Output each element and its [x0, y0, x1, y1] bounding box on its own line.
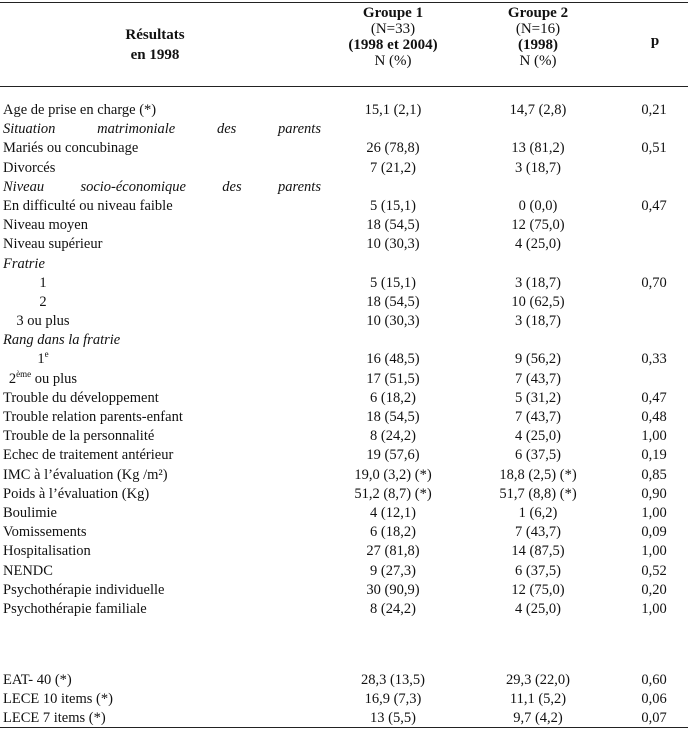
- table-row: [0, 446, 690, 465]
- header-group1: [330, 5, 456, 69]
- rank-suffix: e: [44, 349, 49, 360]
- group2-value: 14,7 (2,8): [509, 102, 567, 118]
- group1-value: 10 (30,3): [366, 313, 420, 330]
- group2-value: 5 (31,2): [515, 389, 561, 406]
- row-label: Trouble du développement: [3, 389, 159, 406]
- heading-word: des: [216, 121, 237, 138]
- group1-value: 18 (54,5): [366, 409, 420, 425]
- table-row: [0, 101, 690, 120]
- group1-value: 30 (90,9): [366, 581, 420, 598]
- rank-text: ou plus: [31, 370, 78, 387]
- group2-value: 4 (25,0): [515, 600, 561, 617]
- header-bottom-rule: [0, 86, 688, 87]
- group1-value: 6 (18,2): [370, 524, 416, 541]
- group2-value: 3 (18,7): [515, 159, 561, 176]
- group1-value: 16 (48,5): [366, 351, 420, 368]
- group2-value: 7 (43,7): [515, 370, 561, 387]
- group1-value: 9 (27,3): [370, 562, 416, 579]
- table-row: [0, 235, 690, 254]
- table-row: [0, 408, 690, 427]
- row-label: IMC à l’évaluation (Kg /m²): [3, 466, 168, 483]
- group1-value: 4 (12,1): [370, 504, 416, 521]
- row-label: Poids à l’évaluation (Kg): [3, 485, 150, 502]
- table-row: [0, 216, 690, 235]
- table-row: [0, 370, 690, 389]
- row-label: Age de prise en charge (*): [3, 102, 157, 118]
- group2-value: 6 (37,5): [515, 562, 561, 579]
- table-row: [0, 581, 690, 600]
- group1-unit: N (%): [374, 53, 412, 69]
- row-label: Mariés ou concubinage: [3, 140, 139, 157]
- group2-n: (N=16): [515, 21, 561, 37]
- rank-number: 1: [37, 351, 45, 368]
- group2-value: 14 (87,5): [511, 543, 565, 560]
- group2-value: 10 (62,5): [511, 293, 565, 310]
- table-row: [0, 350, 690, 369]
- group2-title: Groupe 2: [507, 5, 569, 21]
- row-label: EAT- 40 (*): [3, 672, 72, 689]
- p-value: 0,47: [641, 389, 667, 406]
- p-value: 0,09: [641, 524, 667, 541]
- group2-value: 29,3 (22,0): [505, 672, 571, 689]
- section-heading-matrimoniale: [3, 120, 321, 139]
- heading-word: des: [222, 178, 242, 195]
- group2-value: 3 (18,7): [515, 313, 561, 330]
- table-row: [0, 671, 690, 690]
- group2-value: 51,7 (8,8) (*): [499, 485, 577, 502]
- row-label: Hospitalisation: [3, 543, 91, 560]
- table-row: [0, 600, 690, 619]
- section-heading-row: [0, 120, 690, 139]
- section-heading-row: [0, 331, 690, 350]
- p-value: 1,00: [641, 543, 667, 560]
- rank-suffix: ème: [16, 368, 32, 379]
- row-label: Trouble de la personnalité: [3, 428, 155, 445]
- p-value: 0,90: [641, 485, 667, 502]
- group1-value: 19,0 (3,2) (*): [354, 466, 432, 483]
- group2-years: (1998): [518, 37, 558, 53]
- heading-word: Situation: [3, 121, 56, 138]
- group2-value: 0 (0,0): [518, 197, 558, 214]
- row-label: Vomissements: [3, 524, 87, 541]
- group1-value: 26 (78,8): [366, 140, 420, 157]
- group1-value: 5 (15,1): [370, 197, 416, 214]
- group2-value: 13 (81,2): [511, 140, 565, 157]
- section-heading-socio-economique: [3, 178, 321, 197]
- group1-value: 10 (30,3): [366, 236, 420, 253]
- group2-value: 9 (56,2): [515, 351, 561, 368]
- table-row: [0, 709, 690, 728]
- table-row: [0, 562, 690, 581]
- group1-years: (1998 et 2004): [348, 37, 438, 53]
- group2-unit: N (%): [519, 53, 557, 69]
- heading-word: parents: [278, 178, 321, 195]
- row-label: Niveau supérieur: [3, 236, 103, 253]
- section-heading-row: [0, 178, 690, 197]
- table-row: [0, 542, 690, 561]
- row-label: Psychothérapie individuelle: [3, 581, 165, 598]
- group1-title: Groupe 1: [362, 5, 424, 21]
- section-heading-rang: Rang dans la fratrie: [3, 332, 121, 349]
- row-label: Trouble relation parents-enfant: [3, 409, 183, 425]
- table-row: [0, 197, 690, 216]
- row-label: 2: [39, 293, 47, 310]
- row-label: NENDC: [3, 562, 53, 579]
- group1-value: 13 (5,5): [370, 710, 416, 727]
- p-value: 0,60: [641, 672, 667, 689]
- row-label: [3, 370, 83, 389]
- group1-value: 5 (15,1): [370, 274, 416, 291]
- group1-value: 7 (21,2): [370, 159, 416, 176]
- group2-value: 9,7 (4,2): [513, 710, 563, 727]
- rank-number: 2: [8, 370, 17, 387]
- header-label-line1: Résultats: [125, 27, 185, 43]
- group2-value: 4 (25,0): [515, 428, 561, 445]
- group1-value: 8 (24,2): [370, 600, 416, 617]
- group2-value: 7 (43,7): [515, 524, 561, 541]
- heading-word: socio-économique: [80, 178, 186, 195]
- heading-word: matrimoniale: [97, 121, 176, 138]
- p-value: 0,85: [641, 466, 667, 483]
- group2-value: 4 (25,0): [515, 236, 561, 253]
- table-bottom-rule: [0, 727, 688, 728]
- table-row: [0, 312, 690, 331]
- row-label: LECE 10 items (*): [3, 691, 113, 708]
- row-label: Echec de traitement antérieur: [3, 447, 174, 464]
- p-value: 0,20: [641, 581, 667, 598]
- table-row: [0, 690, 690, 709]
- table-row: [0, 504, 690, 523]
- heading-word: Niveau: [3, 178, 45, 195]
- row-label: [3, 350, 83, 369]
- table-row: [0, 389, 690, 408]
- row-label: En difficulté ou niveau faible: [3, 197, 173, 214]
- group1-value: 28,3 (13,5): [360, 672, 426, 689]
- p-value: 1,00: [641, 600, 667, 617]
- group2-value: 12 (75,0): [511, 581, 565, 598]
- p-value: 1,00: [641, 428, 667, 445]
- row-label: Psychothérapie familiale: [3, 600, 147, 617]
- group1-value: 27 (81,8): [366, 543, 420, 560]
- row-label: 3 ou plus: [16, 313, 70, 330]
- p-value: 0,47: [641, 197, 667, 214]
- p-value: 0,48: [641, 409, 667, 425]
- group2-value: 3 (18,7): [515, 274, 561, 291]
- p-value: 0,21: [641, 102, 667, 118]
- row-label: LECE 7 items (*): [3, 710, 106, 727]
- p-value: 1,00: [641, 504, 667, 521]
- row-label: Niveau moyen: [3, 217, 88, 234]
- p-value: 0,51: [641, 140, 667, 157]
- section-heading-row: [0, 255, 690, 274]
- p-value: 0,19: [641, 447, 667, 464]
- section-heading-fratrie: Fratrie: [3, 255, 45, 272]
- table-row: [0, 293, 690, 312]
- group1-value: 15,1 (2,1): [364, 102, 422, 118]
- group2-value: 1 (6,2): [518, 504, 558, 521]
- p-value: 0,07: [641, 710, 667, 727]
- table-row: [0, 485, 690, 504]
- group1-value: 18 (54,5): [366, 293, 420, 310]
- row-label: Divorcés: [3, 159, 56, 176]
- header-label: [95, 25, 215, 65]
- table-row: [0, 159, 690, 178]
- header-label-line2: en 1998: [130, 47, 180, 63]
- row-label: 1: [39, 274, 47, 291]
- group2-value: 7 (43,7): [515, 409, 561, 425]
- table-row: [0, 274, 690, 293]
- group1-value: 8 (24,2): [370, 428, 416, 445]
- p-value: 0,06: [641, 691, 667, 708]
- table-body: [0, 101, 690, 729]
- table-top-rule: [0, 2, 688, 3]
- row-label: Boulimie: [3, 504, 57, 521]
- group1-value: 51,2 (8,7) (*): [354, 485, 432, 502]
- group1-value: 17 (51,5): [366, 370, 420, 387]
- header-p: p: [650, 33, 660, 49]
- group2-value: 6 (37,5): [515, 447, 561, 464]
- group2-value: 11,1 (5,2): [509, 691, 567, 708]
- group1-n: (N=33): [370, 21, 416, 37]
- heading-word: parents: [278, 121, 321, 138]
- p-value: 0,70: [641, 274, 667, 291]
- group2-value: 12 (75,0): [511, 217, 565, 234]
- table-row: [0, 139, 690, 158]
- group1-value: 16,9 (7,3): [364, 691, 422, 708]
- table-row: [0, 523, 690, 542]
- table-row: [0, 466, 690, 485]
- group1-value: 6 (18,2): [370, 389, 416, 406]
- group1-value: 19 (57,6): [366, 447, 420, 464]
- table-row: [0, 427, 690, 446]
- header-group2: [480, 5, 596, 69]
- group2-value: 18,8 (2,5) (*): [499, 466, 577, 483]
- p-value: 0,52: [641, 562, 667, 579]
- p-value: 0,33: [641, 351, 667, 368]
- group1-value: 18 (54,5): [366, 217, 420, 234]
- spacer-row: [0, 619, 690, 671]
